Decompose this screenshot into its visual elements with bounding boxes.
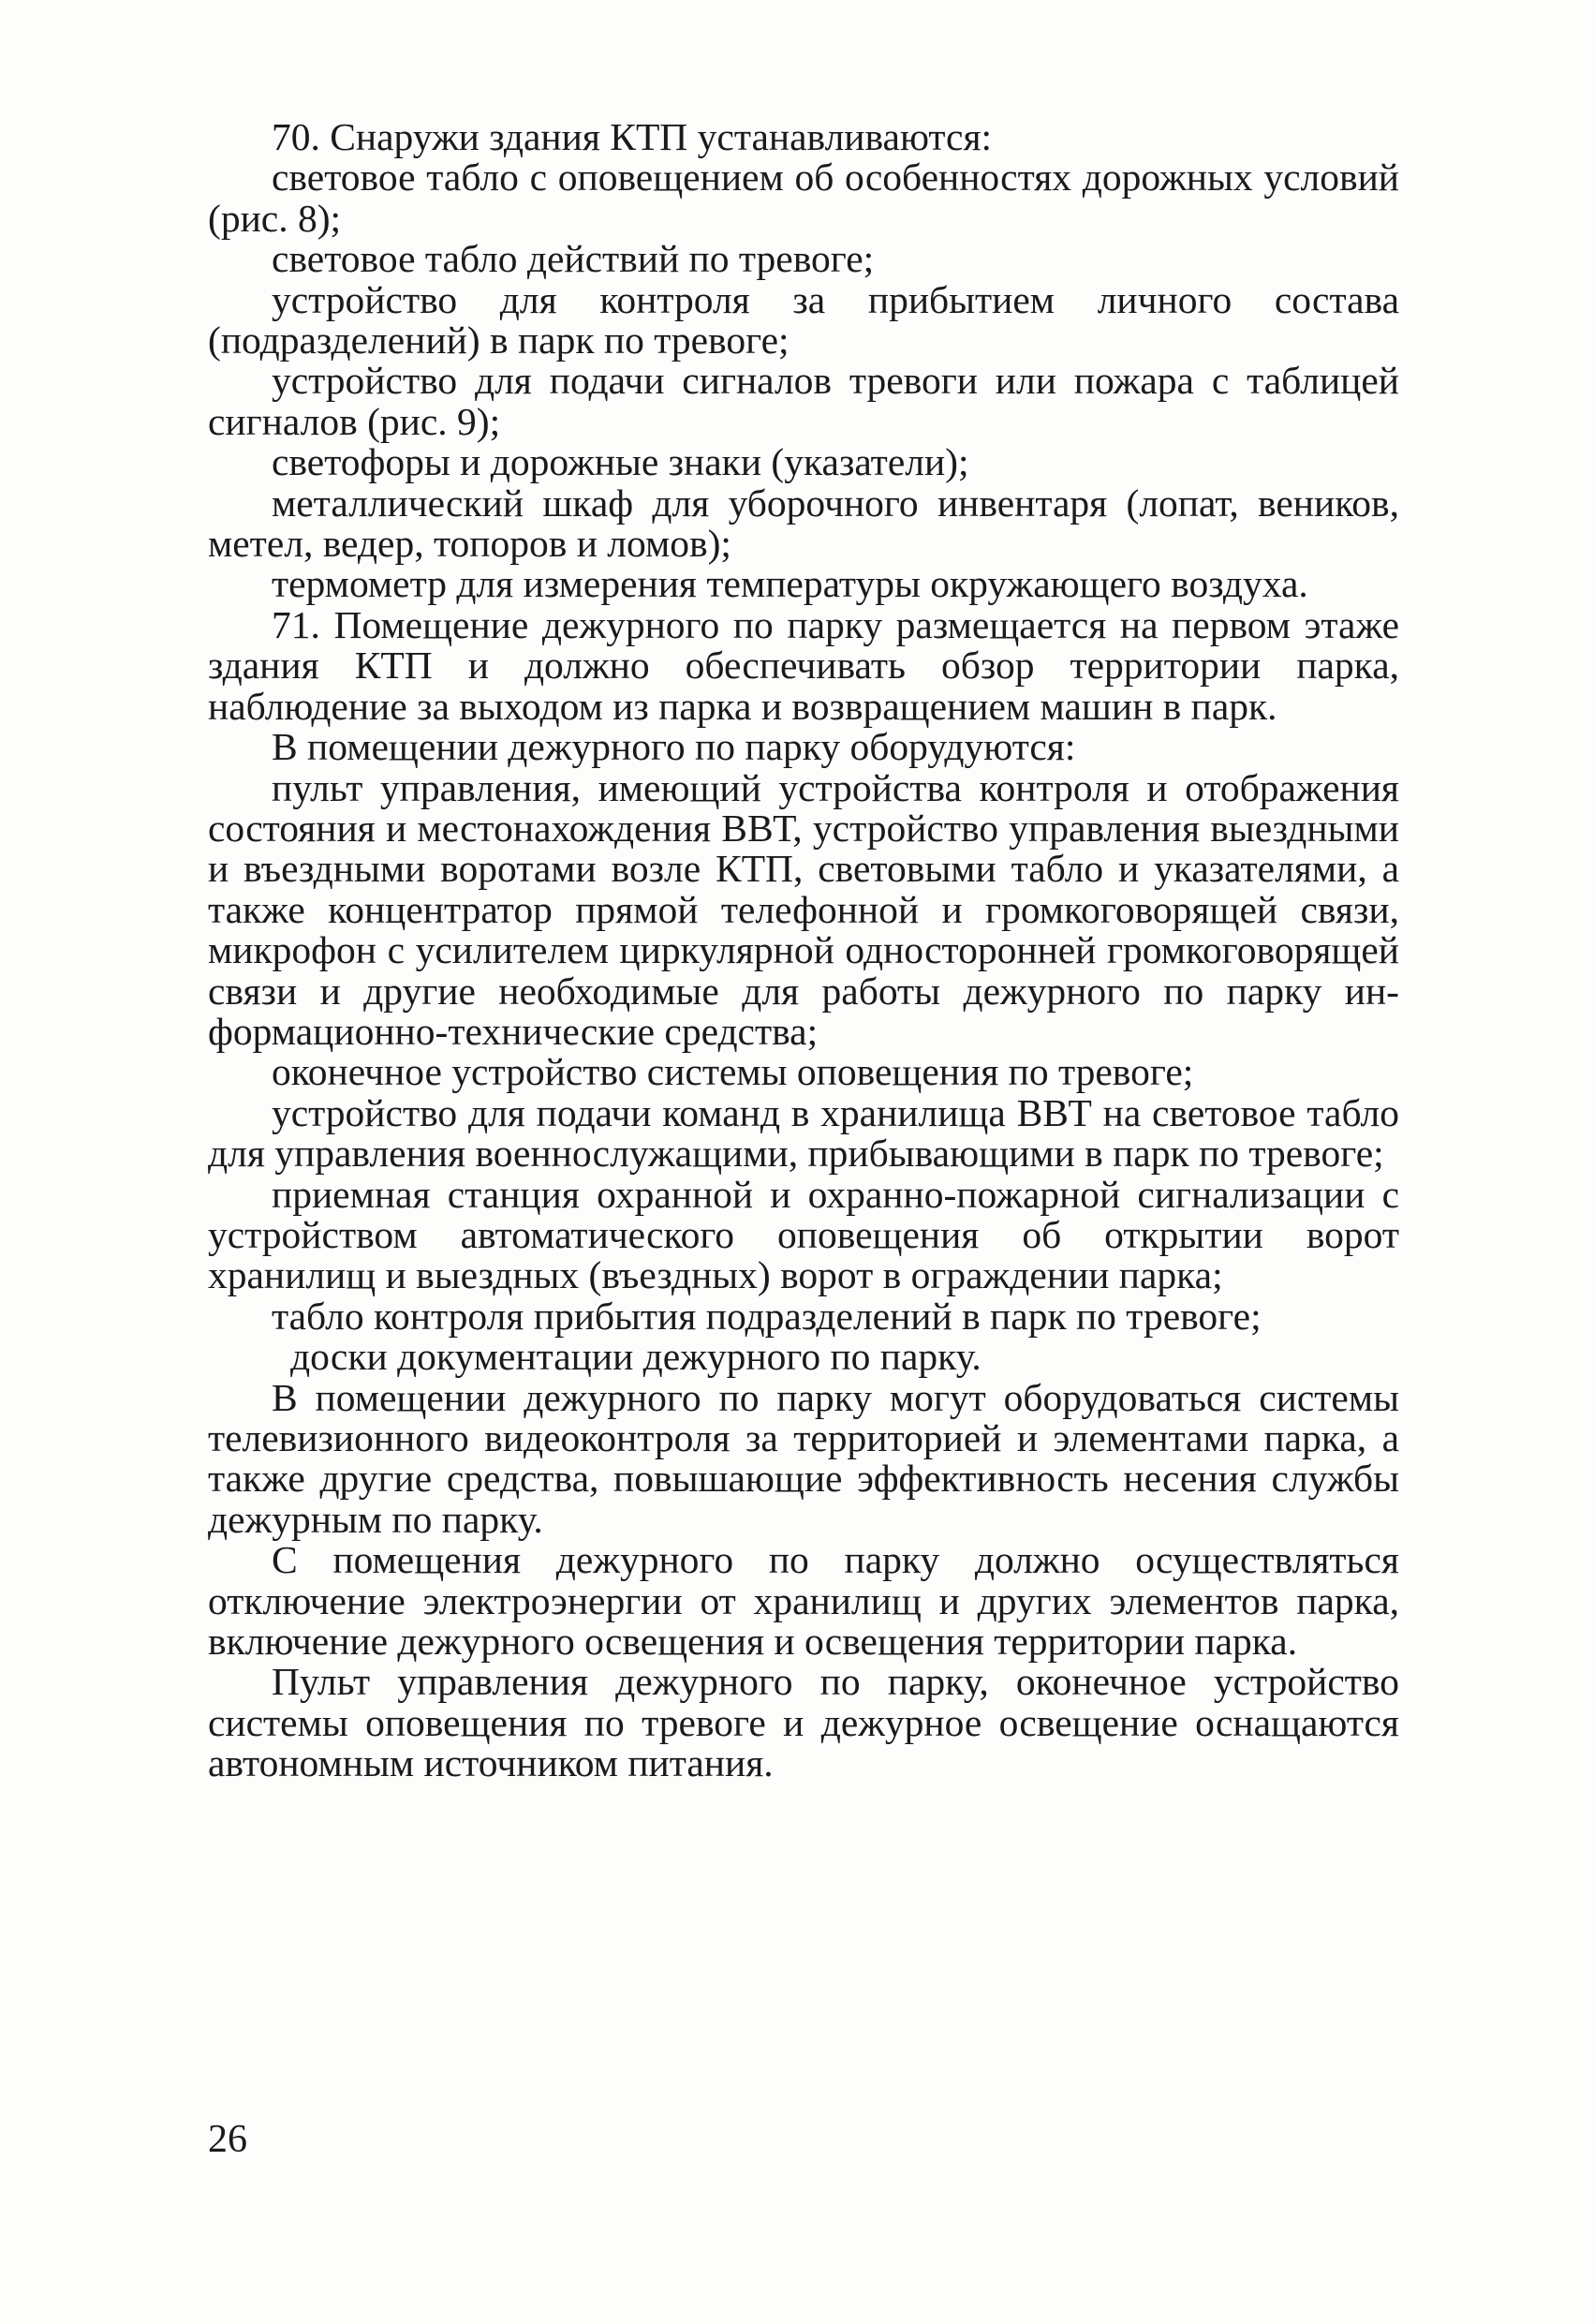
list-item-metal-cabinet: металлический шкаф для уборочного инвентаря (лопат, веников, метел, ведер, топоров и ломов);: [208, 481, 1399, 566]
list-item-command-device: устройство для подачи команд в хранилища ВВТ на световое табло для управления военнослужащими, прибывающими в парк по тревоге;: [208, 1090, 1399, 1176]
list-item-control-panel: пульт управления, имеющий устройства контроля и отображения состояния и местонахождения ВВТ, устройство управления выездными и въездными воротами возле КТП, световыми табло и указателями, а также концентратор прямой телефонной и громкоговорящей связи, микрофон с усилителем циркулярной односторонней громкоговорящей связи и другие необходимые для работы дежурного по парку информационно-технические средства;: [208, 765, 1399, 1053]
paragraph-autonomous-power: Пульт управления дежурного по парку, оконечное устройство системы оповещения по тревоге и дежурное освещение оснащаются автономным источником питания.: [208, 1660, 1399, 1785]
list-item-receiving-station: приемная станция охранной и охранно-пожарной сигнализации с устройством автоматического оповещения об открытии ворот хранилищ и выездных (въездных) ворот в ограждении парка;: [208, 1172, 1399, 1297]
list-item-traffic-lights: светофоры и дорожные знаки (указатели);: [272, 440, 969, 484]
paragraph-71: 71. Помещение дежурного по парку размещается на первом этаже здания КТП и должно обеспечивать обзор территории парка, наблюдение за выходом из парка и возвращением машин в парк.: [208, 602, 1399, 728]
list-item-arrival-board: табло контроля прибытия подразделений в парк по тревоге;: [272, 1294, 1262, 1338]
paragraph-70-heading: 70. Снаружи здания КТП устанавливаются:: [272, 115, 993, 158]
body-text: [208, 117, 1399, 1784]
list-item-light-board-road: световое табло с оповещением об особенностях дорожных условий (рис. 8);: [208, 155, 1399, 240]
paragraph-video-control: В помещении дежурного по парку могут оборудоваться системы телевизионного видеоконтроля за территорией и элементами парка, а также другие средства, повышающие эффективность несения службы дежурным по парку.: [208, 1375, 1399, 1541]
page-number: 26: [208, 2118, 247, 2161]
list-item-signal-device: устройство для подачи сигналов тревоги или пожара с таблицей сигналов (рис. 9);: [208, 359, 1399, 443]
list-item-light-board-alarm: световое табло действий по тревоге;: [272, 237, 875, 281]
list-item-documentation-boards: доски документации дежурного по парку.: [290, 1335, 981, 1379]
paragraph-power-switching: С помещения дежурного по парку должно осуществляться отключение электроэнергии от хранилищ и других элементов парка, включение дежурного освещения и освещения территории парка.: [208, 1538, 1399, 1664]
list-item-arrival-control: устройство для контроля за прибытием личного состава (подразделений) в парк по тревоге;: [208, 277, 1399, 363]
list-item-thermometer: термометр для измерения температуры окружающего воздуха.: [272, 562, 1308, 606]
paragraph-equipment-intro: В помещении дежурного по парку оборудуются:: [272, 725, 1076, 769]
list-item-notification-terminal: оконечное устройство системы оповещения по тревоге;: [272, 1050, 1194, 1094]
